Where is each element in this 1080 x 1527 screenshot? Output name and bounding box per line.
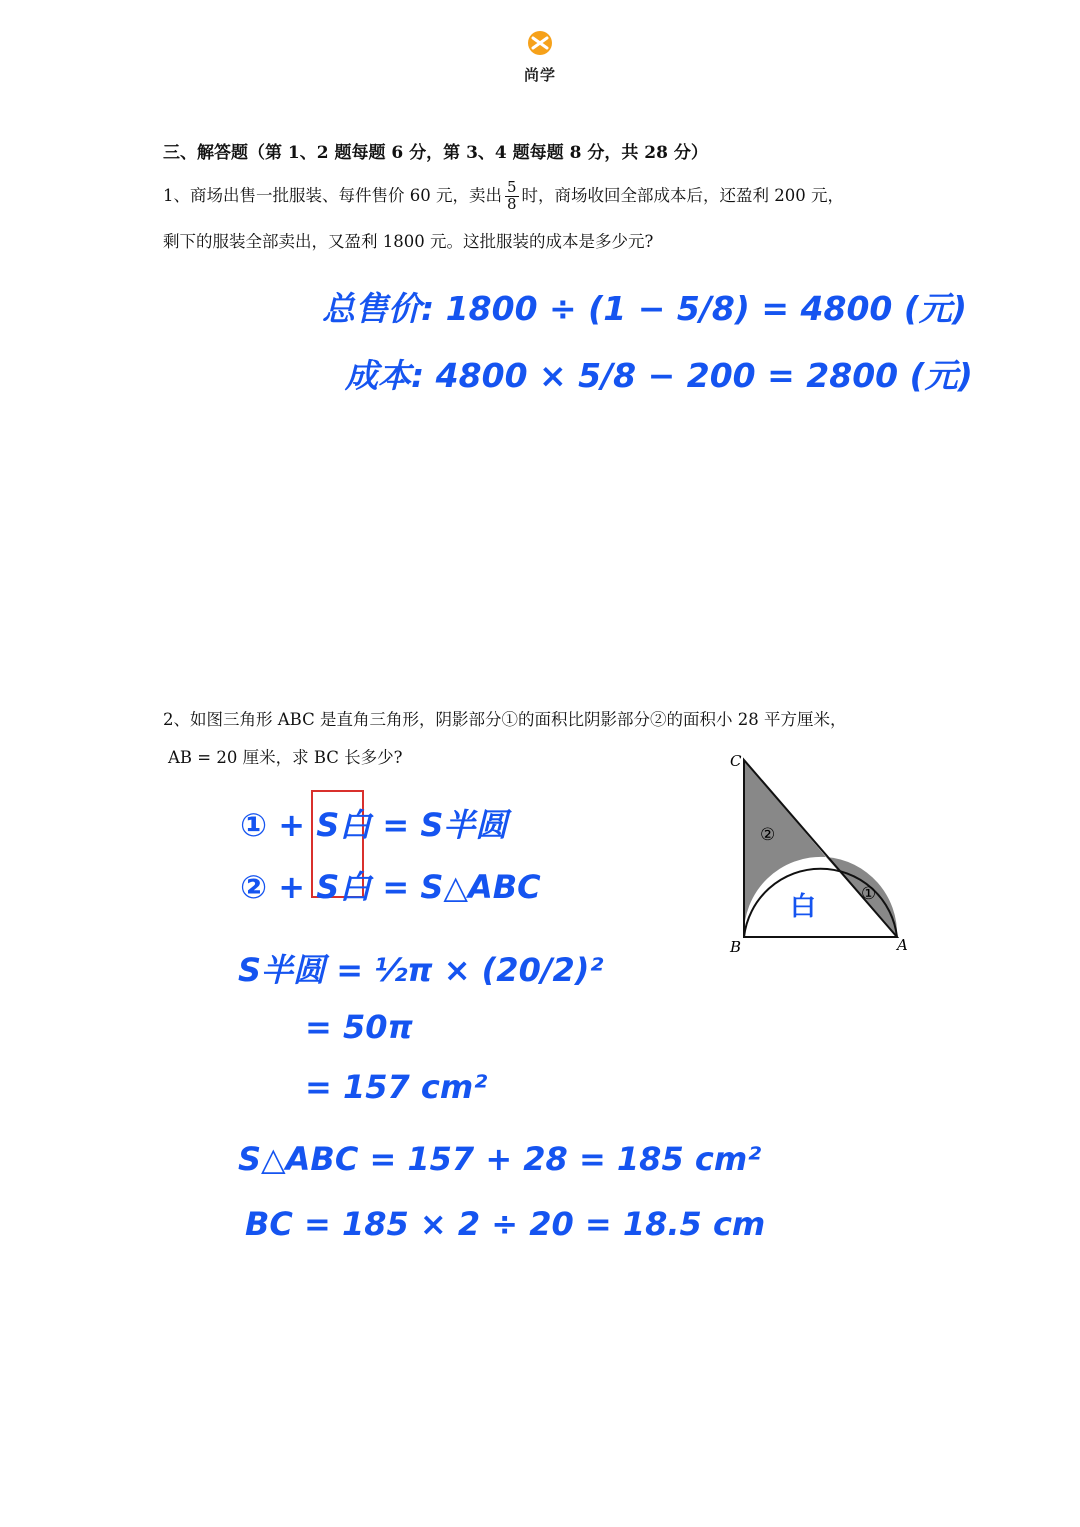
question-1-line-1	[163, 180, 844, 213]
question-1-line-2: 剩下的服装全部卖出，又盈利 1800 元。这批服装的成本是多少元?	[163, 232, 654, 251]
q1-text-before-fraction: 1、商场出售一批服装、每件售价 60 元，卖出	[163, 185, 502, 205]
q2-answer-line-1: ① + S白 = S半圆	[240, 806, 508, 844]
q2-answer-line-2: ② + S白 = S△ABC	[240, 868, 541, 906]
q1-fraction	[505, 180, 519, 213]
vertex-label-c: C	[730, 752, 742, 770]
q2-answer-line-6: S△ABC = 157 + 28 = 185 cm²	[238, 1140, 762, 1178]
triangle-figure	[720, 745, 920, 960]
vertex-label-a: A	[897, 936, 908, 954]
vertex-label-b: B	[730, 938, 742, 956]
q1-fraction-denominator: 8	[506, 194, 517, 213]
logo	[510, 30, 570, 85]
q1-fraction-numerator: 5	[506, 178, 517, 196]
question-2-line-2: AB = 20 厘米，求 BC 长多少?	[168, 748, 403, 767]
q2-answer-line-5: = 157 cm²	[305, 1068, 488, 1106]
q1-answer-line-2: 成本: 4800 × 5/8 − 200 = 2800 (元)	[345, 356, 973, 395]
blank-region-label: 白	[790, 892, 817, 922]
q2-answer-line-7: BC = 185 × 2 ÷ 20 = 18.5 cm	[245, 1205, 766, 1243]
region-label-2: ②	[760, 825, 776, 845]
q1-text-after-fraction: 时，商场收回全部成本后，还盈利 200 元，	[521, 185, 845, 205]
question-2-line-1: 2、如图三角形 ABC 是直角三角形，阴影部分①的面积比阴影部分②的面积小 28 平方厘米，	[163, 710, 847, 729]
region-label-1: ①	[861, 884, 877, 904]
q1-answer-line-1: 总售价: 1800 ÷ (1 − 5/8) = 4800 (元)	[322, 289, 968, 328]
section-heading: 三、解答题（第 1、2 题每题 6 分，第 3、4 题每题 8 分，共 28 分）	[163, 143, 708, 163]
logo-icon	[525, 30, 555, 58]
q2-answer-line-4: = 50π	[305, 1008, 413, 1046]
q2-answer-line-3: S半圆 = ½π × (20/2)²	[238, 951, 604, 989]
logo-text: 尚学	[523, 66, 556, 84]
